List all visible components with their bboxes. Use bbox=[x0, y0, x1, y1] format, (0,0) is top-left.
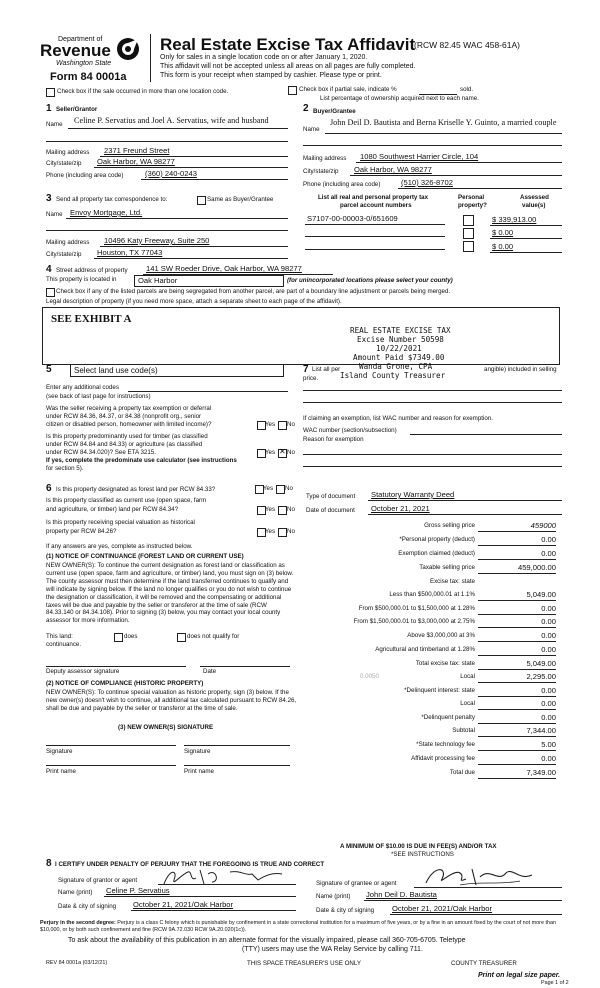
tax-row-label: *Delinquent interest: state bbox=[404, 687, 475, 694]
seller-mailing[interactable]: 2371 Freund Street bbox=[104, 146, 170, 155]
land-use-select[interactable] bbox=[70, 364, 284, 377]
correspondence-heading: Send all property tax correspondence to: bbox=[56, 196, 168, 203]
seller-city-line bbox=[94, 167, 288, 168]
tax-row-line bbox=[478, 559, 556, 560]
assessed-line bbox=[490, 252, 562, 253]
section-7-number: 7 bbox=[303, 364, 309, 375]
section-2-number: 2 bbox=[303, 103, 309, 114]
segregated-checkbox[interactable] bbox=[46, 288, 55, 297]
grantor-name[interactable]: Celine P. Servatius bbox=[106, 886, 170, 895]
corr-name-line-2 bbox=[46, 230, 288, 231]
parcel-col-header-2: Personal bbox=[458, 194, 485, 201]
seller-phone-line bbox=[141, 179, 288, 180]
owner-signature-1-field[interactable] bbox=[46, 745, 176, 746]
tax-row-line bbox=[478, 600, 556, 601]
tax-row-label: Above $3,000,000 at 3% bbox=[407, 632, 475, 639]
stamp-line-5: Wanda Grone, CPA bbox=[359, 362, 433, 371]
land-use-placeholder: Select land use code(s) bbox=[74, 366, 158, 375]
section-7-text-c: angible) included in selling bbox=[484, 366, 557, 373]
parcel-line bbox=[305, 249, 445, 250]
s7-line-2 bbox=[303, 402, 562, 403]
grantee-signature[interactable] bbox=[420, 863, 540, 894]
tax-row-label: Excise tax: state bbox=[429, 578, 475, 585]
s6-note: If any answers are yes, complete as instructed below. bbox=[46, 543, 193, 550]
new-owner-signature-title: (3) NEW OWNER(S) SIGNATURE bbox=[118, 724, 214, 731]
additional-codes-line bbox=[128, 391, 288, 392]
s6-q1: Is this property designated as forest land per RCW 84.33? bbox=[56, 486, 216, 493]
buyer-name[interactable]: John Deil D. Bautista and Berna Kriselle Y. Guinto, a married couple bbox=[330, 118, 557, 127]
grantee-date-label: Date & city of signing bbox=[316, 907, 375, 914]
department-logo-icon bbox=[116, 37, 140, 61]
seller-phone-label: Phone (including area code) bbox=[46, 172, 124, 179]
buyer-phone-line bbox=[398, 188, 562, 189]
tax-row-line bbox=[478, 764, 556, 765]
notice-compliance-title: (2) NOTICE OF COMPLIANCE (HISTORIC PROPERTY) bbox=[46, 680, 204, 687]
s5-q1-no-label: No bbox=[287, 421, 295, 428]
s6-q1-no-label: No bbox=[285, 485, 293, 492]
tax-row-label: Total due bbox=[449, 769, 475, 776]
assessed-line bbox=[490, 238, 562, 239]
owner-signature-2-label: Signature bbox=[184, 748, 211, 755]
tax-row-label: From $500,000.01 to $1,500,000 at 1.28% bbox=[358, 605, 475, 612]
tax-row-line bbox=[478, 723, 556, 724]
tax-row-line bbox=[478, 778, 556, 779]
location-value: Oak Harbor bbox=[138, 276, 178, 285]
corr-city-line bbox=[94, 258, 288, 259]
stamp-line-4: Amount Paid $7349.00 bbox=[353, 353, 445, 362]
tax-row-value[interactable]: 0.00 bbox=[541, 535, 556, 544]
stamp-line-1: REAL ESTATE EXCISE TAX bbox=[350, 326, 451, 335]
tax-row-label: Total excise tax: state bbox=[415, 660, 475, 667]
section-5-number: 5 bbox=[46, 364, 52, 375]
grantee-name-label: Name (print) bbox=[316, 893, 351, 900]
additional-codes-note: (see back of last page for instructions) bbox=[46, 393, 151, 400]
s6-q1-yes-label: Yes bbox=[263, 485, 274, 492]
legal-description: SEE EXHIBIT A bbox=[51, 313, 132, 325]
tax-row-label: From $1,500,000.01 to $3,000,000 at 2.75% bbox=[353, 618, 475, 625]
grantee-signature-label: Signature of grantee or agent bbox=[316, 880, 397, 887]
section-8-number: 8 bbox=[46, 858, 52, 869]
doc-date-label: Date of document bbox=[306, 507, 355, 514]
parcel-line bbox=[305, 224, 445, 225]
tax-row-label: *Personal property (deduct) bbox=[399, 536, 475, 543]
doc-type[interactable]: Statutory Warranty Deed bbox=[371, 490, 455, 499]
tax-row-value[interactable]: 459,000.00 bbox=[517, 563, 556, 572]
deputy-date-field[interactable] bbox=[200, 666, 290, 667]
corr-name-line bbox=[66, 218, 288, 219]
grantor-date[interactable]: October 21, 2021/Oak Harbor bbox=[133, 900, 234, 909]
section-7-text-b: price. bbox=[303, 375, 319, 382]
tax-row-value[interactable]: 0.00 bbox=[541, 617, 556, 626]
legal-description-box[interactable] bbox=[42, 307, 560, 365]
doc-date-line bbox=[368, 514, 562, 515]
buyer-mailing-label: Mailing address bbox=[303, 155, 347, 162]
perjury-heading: Perjury in the second degree: bbox=[40, 920, 116, 926]
tax-row-line bbox=[478, 709, 556, 710]
form-title: Real Estate Excise Tax Affidavit bbox=[160, 35, 416, 54]
segregated-label: Check box if any of the listed parcels are being segregated from another parcel, are part of a boundary line adjustment or parcels being merged. bbox=[56, 288, 451, 295]
deputy-signature-label: Deputy assessor signature bbox=[46, 668, 120, 675]
tax-row-value[interactable]: 5.00 bbox=[541, 740, 556, 749]
s5-q2-line4: If yes, complete the predominate use calculator (see instructions bbox=[46, 457, 237, 464]
grantor-signature-label: Signature of grantor or agent bbox=[58, 877, 138, 884]
dept-state: Washington State bbox=[56, 60, 112, 67]
buyer-city-line bbox=[350, 175, 562, 176]
wac-field[interactable] bbox=[410, 434, 562, 435]
legal-size-note: Print on legal size paper. bbox=[478, 972, 561, 979]
land-does-not-label: does not qualify for bbox=[187, 633, 240, 640]
parcel-col-header-1b: parcel account numbers bbox=[340, 202, 412, 209]
section-6-number: 6 bbox=[46, 483, 52, 494]
buyer-city-label: City/state/zip bbox=[303, 168, 339, 175]
seller-name-line bbox=[68, 128, 288, 129]
parcel-line bbox=[305, 236, 445, 237]
partial-sale-label: Check box if partial sale, indicate % bbox=[299, 86, 397, 93]
certify-statement: I CERTIFY UNDER PENALTY OF PERJURY THAT THE FOREGOING IS TRUE AND CORRECT bbox=[55, 861, 325, 868]
grantor-signature[interactable] bbox=[160, 866, 290, 893]
s6-q2-no-label: No bbox=[287, 506, 295, 513]
tax-row-value[interactable]: 0.00 bbox=[541, 713, 556, 722]
located-label: This property is located in bbox=[46, 276, 117, 283]
buyer-name-line-2 bbox=[303, 145, 562, 146]
tax-row-line bbox=[478, 736, 556, 737]
personal-property-checkbox[interactable] bbox=[463, 215, 474, 226]
buyer-phone-label: Phone (including area code) bbox=[303, 181, 381, 188]
tax-row-value[interactable]: 459000 bbox=[530, 521, 556, 530]
location-select[interactable] bbox=[134, 275, 284, 287]
tax-row-value[interactable]: 0.00 bbox=[541, 699, 556, 708]
seller-name[interactable]: Celine P. Servatius and Joel A. Servatius, wife and husband bbox=[74, 116, 269, 125]
wac-label: WAC number (section/subsection) bbox=[303, 427, 397, 434]
reason-label: Reason for exemption bbox=[303, 436, 364, 443]
tax-row-line bbox=[478, 627, 556, 628]
tax-row-label: Less than $500,000.01 at 1.1% bbox=[389, 591, 475, 598]
exemption-instruction: If claiming an exemption, list WAC number and reason for exemption. bbox=[303, 415, 493, 422]
tax-row-line bbox=[478, 614, 556, 615]
s5-q2-line2: under RCW 84.84 and 84.33) or agriculture (as classified bbox=[46, 441, 203, 448]
section-3-number: 3 bbox=[46, 193, 52, 204]
tax-row-value[interactable]: 2,295.00 bbox=[526, 672, 556, 681]
minimum-due-note: A MINIMUM OF $10.00 IS DUE IN FEE(S) AND/OR TAX bbox=[340, 843, 497, 850]
corr-name[interactable]: Envoy Mortgage, Ltd. bbox=[70, 208, 143, 217]
same-as-buyer-checkbox[interactable] bbox=[197, 196, 206, 205]
s5-q2-no-label: No bbox=[287, 449, 295, 456]
seller-name-label: Name bbox=[46, 121, 63, 128]
seller-heading: Seller/Grantor bbox=[56, 106, 98, 113]
notice-3: This form is your receipt when stamped by cashier. Please type or print. bbox=[160, 72, 382, 79]
s5-q1-line2: under RCW 84.36, 84.37, or 84.38 (nonprofit org., senior bbox=[46, 413, 202, 420]
tax-row-value[interactable]: 7,344.00 bbox=[526, 726, 556, 735]
assessed-value[interactable]: $ 339,913.00 bbox=[492, 215, 537, 224]
tax-row-value[interactable]: 5,049.00 bbox=[526, 590, 556, 599]
s6-q2-line1: Is this property classified as current use (open space, farm bbox=[46, 497, 207, 504]
perjury-notice bbox=[40, 920, 578, 934]
notice-compliance-text: NEW OWNER(S): To continue special valuation as historic property, sign (3) below. If the new owner(s) doesn't wish to continue, all additional tax calculated pursuant to RCW 84.26, shall be due and payable by the seller or transferor at the time of sale. bbox=[46, 689, 297, 712]
reason-field[interactable] bbox=[303, 454, 562, 455]
s6-q2-yes-label: Yes bbox=[265, 506, 276, 513]
continuance-label: continuance. bbox=[46, 641, 82, 648]
buyer-name-label: Name bbox=[303, 126, 320, 133]
tax-row-value[interactable]: 0.00 bbox=[541, 604, 556, 613]
land-does-checkbox[interactable] bbox=[114, 633, 123, 642]
s5-q1-line3: citizen or disabled person, homeowner with limited income)? bbox=[46, 421, 212, 428]
owner-signature-2-field[interactable] bbox=[184, 745, 290, 746]
s6-q2-line2: and agriculture, or timber) land per RCW 84.34? bbox=[46, 506, 179, 513]
land-does-label: does bbox=[124, 633, 138, 640]
page-number: Page 1 of 2 bbox=[541, 980, 569, 986]
ownership-note: List percentage of ownership acquired next to each name. bbox=[320, 95, 479, 102]
s5-q1-line1: Was the seller receiving a property tax exemption or deferral bbox=[46, 405, 212, 412]
seller-city-label: City/state/zip bbox=[46, 160, 82, 167]
assessed-value[interactable]: $ 0.00 bbox=[492, 228, 514, 237]
parcel-col-header-1: List all real and personal property tax bbox=[318, 194, 429, 201]
partial-sale-suffix: sold. bbox=[460, 86, 474, 93]
seller-phone[interactable]: (360) 240-0243 bbox=[145, 169, 197, 178]
tax-row-value[interactable]: 0.00 bbox=[541, 631, 556, 640]
grantor-name-label: Name (print) bbox=[58, 889, 93, 896]
buyer-name-line bbox=[325, 133, 562, 134]
assessed-value[interactable]: $ 0.00 bbox=[492, 242, 514, 251]
tax-row-label: Local bbox=[460, 673, 475, 680]
form-number: Form 84 0001a bbox=[50, 71, 127, 83]
owner-print-1-field[interactable] bbox=[46, 765, 176, 766]
parcel-number[interactable]: S7107-00-00003-0/651609 bbox=[307, 214, 398, 223]
doc-type-line bbox=[368, 500, 562, 501]
s5-q2-line3: under RCW 84.34.020)? See ETA 3215. bbox=[46, 449, 156, 456]
grantor-date-label: Date & city of signing bbox=[58, 903, 117, 910]
grantor-date-line bbox=[131, 910, 296, 911]
statute-reference: (RCW 82.45 WAC 458-61A) bbox=[414, 40, 520, 50]
unincorporated-note: (for unincorporated locations please select your county) bbox=[287, 277, 453, 284]
tax-row-line bbox=[478, 545, 556, 546]
grantee-date-line bbox=[390, 914, 562, 915]
tax-row-line bbox=[478, 655, 556, 656]
corr-mailing-line bbox=[100, 246, 288, 247]
s6-q2-no-checkbox[interactable] bbox=[278, 506, 287, 515]
header-divider bbox=[150, 34, 151, 82]
buyer-phone[interactable]: (510) 326-8702 bbox=[401, 178, 453, 187]
seller-name-line-2 bbox=[46, 141, 288, 142]
dept-line-1: Department of bbox=[58, 36, 103, 43]
seller-city[interactable]: Oak Harbor, WA 98277 bbox=[97, 157, 175, 166]
street-label: Street address of property bbox=[56, 267, 128, 274]
s5-q1-yes-label: Yes bbox=[265, 421, 276, 428]
stamp-line-3: 10/22/2021 bbox=[376, 344, 422, 353]
tax-row-line bbox=[478, 641, 556, 642]
legal-description-label: Legal description of property (if you need more space, attach a separate sheet to each page of the affidavit). bbox=[46, 298, 342, 305]
multi-location-label: Check box if the sale occurred in more than one location code. bbox=[57, 88, 229, 95]
buyer-city[interactable]: Oak Harbor, WA 98277 bbox=[354, 165, 432, 174]
notice-1: Only for sales in a single location code on or after January 1, 2020. bbox=[160, 54, 368, 61]
s6-q1-no-checkbox[interactable] bbox=[276, 485, 285, 494]
tax-row-label: *Delinquent penalty bbox=[421, 714, 475, 721]
tax-row-label: Taxable selling price bbox=[419, 564, 475, 571]
personal-property-checkbox[interactable] bbox=[463, 228, 474, 239]
county-treasurer-label: COUNTY TREASURER bbox=[451, 960, 517, 967]
s5-q2-no-checkbox[interactable] bbox=[278, 449, 287, 458]
s7-line-1 bbox=[303, 390, 562, 391]
tax-row-label: Affidavit processing fee bbox=[411, 755, 475, 762]
grantee-date[interactable]: October 21, 2021/Oak Harbor bbox=[392, 904, 493, 913]
s5-q2-line5: for section 5). bbox=[46, 465, 84, 472]
deputy-signature-field[interactable] bbox=[46, 666, 186, 667]
see-instructions-note: *SEE INSTRUCTIONS bbox=[391, 851, 454, 858]
tax-row-line bbox=[478, 669, 556, 670]
reason-line-2 bbox=[303, 466, 562, 467]
tax-row-value[interactable]: 0.00 bbox=[541, 754, 556, 763]
land-does-not-checkbox[interactable] bbox=[177, 633, 186, 642]
same-as-buyer-label: Same as Buyer/Grantee bbox=[207, 196, 274, 203]
tax-row-value[interactable]: 0.00 bbox=[541, 549, 556, 558]
notice-continuance-title: (1) NOTICE OF CONTINUANCE (FOREST LAND OR CURRENT USE) bbox=[46, 553, 244, 560]
dept-name: Revenue bbox=[40, 41, 111, 60]
revision-code: REV 84 0001a (03/12/21) bbox=[46, 960, 108, 966]
section-4-number: 4 bbox=[46, 264, 52, 275]
assessed-line bbox=[490, 225, 562, 226]
this-land-label: This land: bbox=[46, 633, 73, 640]
tax-row-label: *State technology fee bbox=[416, 741, 475, 748]
tax-row-label: Subtotal bbox=[452, 727, 475, 734]
grantor-name-line bbox=[104, 896, 296, 897]
tax-row-value[interactable]: 5,049.00 bbox=[526, 659, 556, 668]
tax-row-line bbox=[478, 531, 556, 532]
grantee-name[interactable]: John Deil D. Bautista bbox=[366, 890, 437, 899]
parcel-col-header-3: Assessed bbox=[520, 194, 549, 201]
tax-row-line bbox=[478, 750, 556, 751]
multi-location-checkbox[interactable] bbox=[46, 88, 55, 97]
corr-name-label: Name bbox=[46, 211, 63, 218]
tax-row-line bbox=[478, 682, 556, 683]
buyer-mailing-line bbox=[356, 162, 562, 163]
parcel-col-header-2b: property? bbox=[458, 202, 487, 209]
s5-q2-yes-label: Yes bbox=[265, 449, 276, 456]
treasurer-space-label: THIS SPACE TREASURER'S USE ONLY bbox=[247, 960, 361, 967]
s6-q3-no-checkbox[interactable] bbox=[278, 528, 287, 537]
notice-2: This affidavit will not be accepted unless all areas on all pages are fully completed. bbox=[160, 63, 416, 70]
buyer-heading: Buyer/Grantee bbox=[313, 108, 356, 115]
tax-row-label: Agricultural and timberland at 1.28% bbox=[375, 646, 475, 653]
alt-format-2: (TTY) users may use the WA Relay Service by calling 711. bbox=[242, 946, 423, 953]
corr-city-label: City/state/zip bbox=[46, 251, 82, 258]
section-7-text-a: List all per bbox=[312, 366, 341, 373]
s6-q3-no-label: No bbox=[287, 528, 295, 535]
street-address[interactable]: 141 SW Roeder Drive, Oak Harbor, WA 98277 bbox=[146, 264, 302, 273]
grantee-name-line bbox=[364, 900, 562, 901]
doc-date[interactable]: October 21, 2021 bbox=[371, 504, 430, 513]
additional-codes-label: Enter any additional codes bbox=[46, 384, 119, 391]
notice-continuance-text: NEW OWNER(S): To continue the current designation as forest land or classification as current use (open space, farm and agriculture, or timber) land, you must sign on (3) below. The county assessor must then determine if the land transferred continues to qualify and will indicate by signing below. If the land no longer qualifies or you do not wish to continue the designation or classification, it will be removed and the compensating or additional taxes will be due and payable by the seller or transferor at the time of sale (RCW 84.33.140 or 84.34.108). Prior to signing (3) below, you may contact your local county assessor for more information. bbox=[46, 562, 294, 625]
corr-city[interactable]: Houston, TX 77043 bbox=[97, 248, 163, 257]
s6-q3-yes-label: Yes bbox=[265, 528, 276, 535]
parcel-col-header-3b: value(s) bbox=[522, 202, 546, 209]
tax-row-value[interactable]: 0.00 bbox=[541, 686, 556, 695]
partial-sale-checkbox[interactable] bbox=[288, 86, 297, 95]
seller-mailing-label: Mailing address bbox=[46, 149, 90, 156]
tax-row-label: Local bbox=[460, 700, 475, 707]
s5-q2-line1: Is this property predominantly used for timber (as classified bbox=[46, 433, 208, 440]
tax-row-label: Gross selling price bbox=[424, 522, 475, 529]
owner-print-1-label: Print name bbox=[46, 768, 76, 775]
local-rate: 0.0050 bbox=[360, 673, 379, 680]
alt-format-1: To ask about the availability of this publication in an alternate format for the visually impaired, please call 360-705-6705. Teletype bbox=[68, 937, 466, 944]
corr-mailing[interactable]: 10496 Katy Freeway, Suite 250 bbox=[104, 236, 210, 245]
buyer-mailing[interactable]: 1080 Southwest Harrier Circle, 104 bbox=[360, 152, 479, 161]
tax-row-label: Exemption claimed (deduct) bbox=[398, 550, 475, 557]
s6-q3-line2: property per RCW 84.26? bbox=[46, 528, 117, 535]
personal-property-checkbox[interactable] bbox=[463, 241, 474, 252]
s5-q1-no-checkbox[interactable] bbox=[278, 421, 287, 430]
tax-row-line bbox=[478, 696, 556, 697]
tax-row-line bbox=[478, 573, 556, 574]
tax-row-value[interactable]: 0.00 bbox=[541, 645, 556, 654]
corr-mailing-label: Mailing address bbox=[46, 239, 90, 246]
owner-print-2-field[interactable] bbox=[184, 765, 290, 766]
owner-signature-1-label: Signature bbox=[46, 748, 73, 755]
doc-type-label: Type of document bbox=[306, 493, 356, 500]
stamp-line-6: Island County Treasurer bbox=[340, 371, 446, 380]
perjury-text: Perjury is a class C felony which is punishable by confinement in a state correctional institution for a maximum of five years, or by a fine in an amount fixed by the court of not more than $10,000, or by both such confinement and fine (RCW 9A.72.030 RCW 9A.20.020(1c)). bbox=[40, 920, 556, 933]
owner-print-2-label: Print name bbox=[184, 768, 214, 775]
section-1-number: 1 bbox=[46, 103, 52, 114]
tax-row-value[interactable]: 7,349.00 bbox=[526, 768, 556, 777]
stamp-line-2: Excise Number 50598 bbox=[357, 335, 444, 344]
s6-q3-line1: Is this property receiving special valuation as historical bbox=[46, 519, 195, 526]
deputy-date-label: Date bbox=[203, 668, 217, 675]
